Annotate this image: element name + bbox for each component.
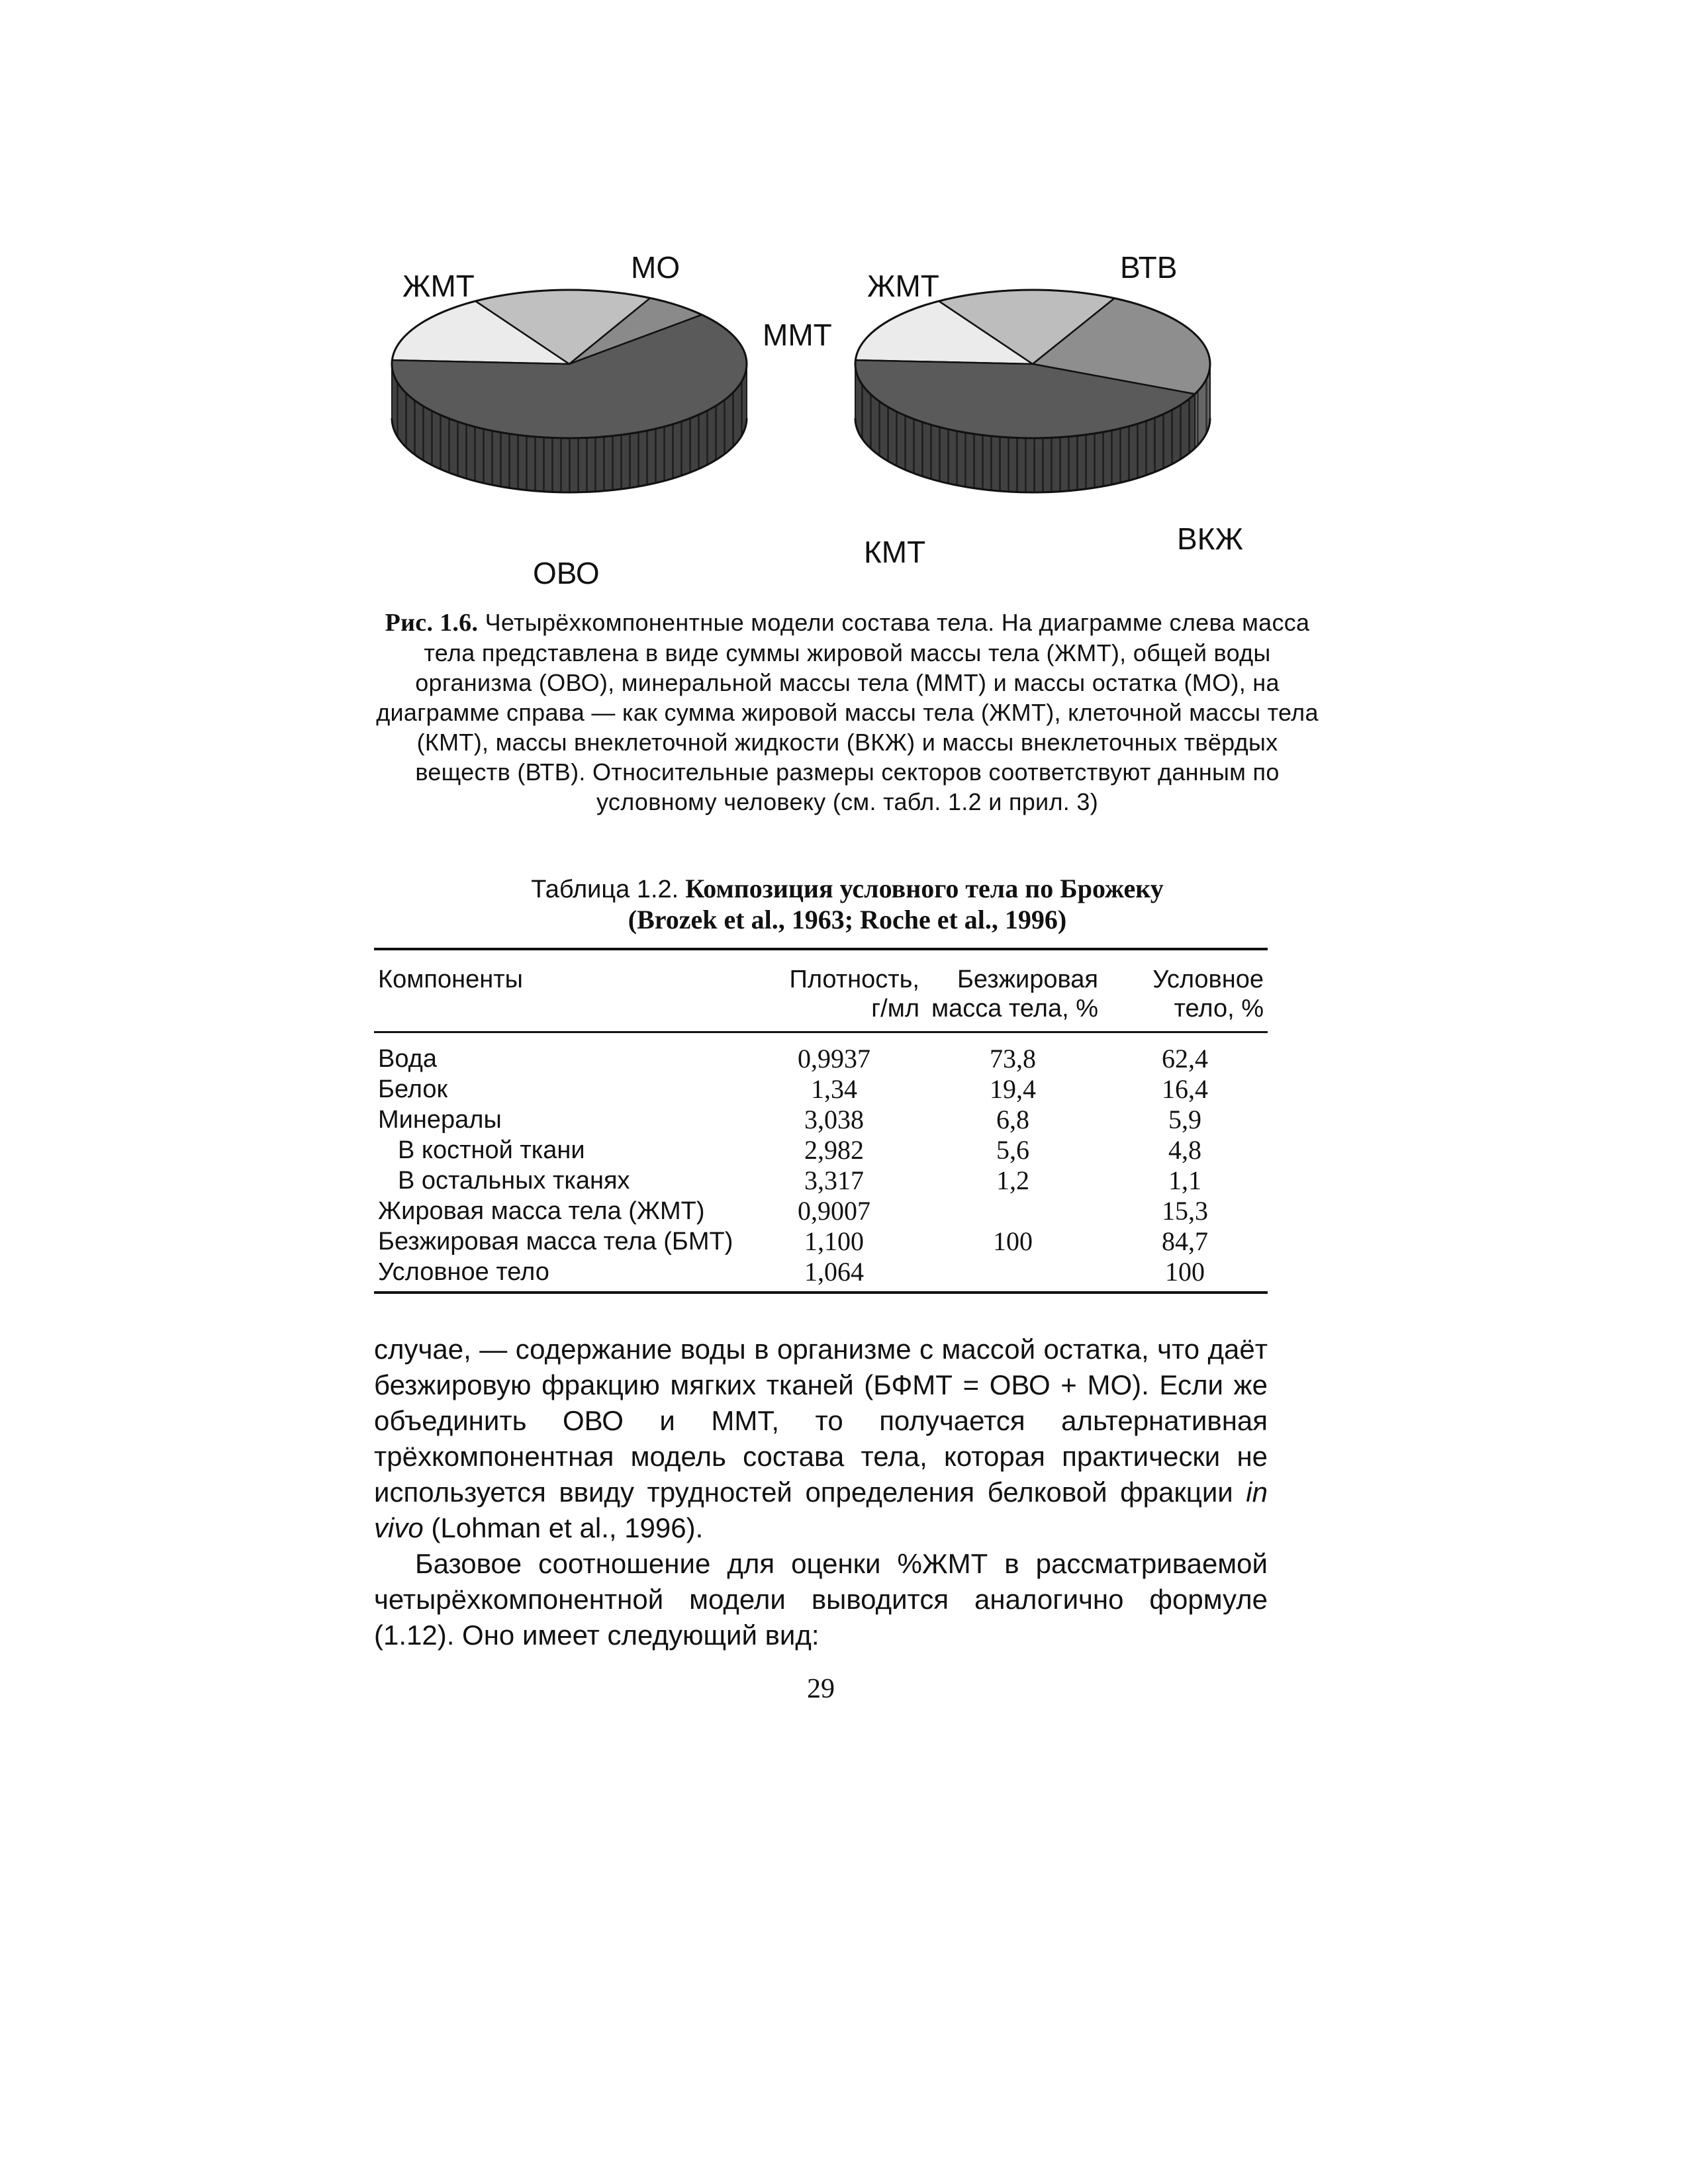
paragraph-1-italic: in vivo <box>374 1477 1268 1543</box>
figure-caption-text: Четырёхкомпонентные модели состава тела. На диаграмме слева масса тела представлена в виде суммы жировой массы тела (ЖМТ), общей воды организма (ОВО), минеральной массы тела (ММТ) и массы остатка (МО), на диаграмме справа — как сумма жировой массы тела (ЖМТ), клеточной массы тела (КМТ), массы внеклеточной жидкости (ВКЖ) и массы внеклеточных твёрдых веществ (ВТВ). Относительные размеры секторов соответствуют данным по условному человеку (см. табл. 1.2 и прил. 3) <box>376 609 1319 815</box>
cell-component: Условное тело <box>374 1257 745 1293</box>
cell-density: 2,982 <box>804 1135 864 1165</box>
cell-component: В остальных тканях <box>398 1167 630 1195</box>
table-row <box>374 1032 1268 1075</box>
pie-chart-right <box>855 290 1210 492</box>
cell-reference-body: 1,1 <box>1168 1165 1201 1195</box>
paragraph-2: Базовое соотношение для оценки %ЖМТ в рассматриваемой четырёхкомпонентной модели выводится аналогично формуле (1.12). Оно имеет следующий вид: <box>374 1548 1268 1651</box>
cell-fat-free-mass: 1,2 <box>996 1165 1029 1195</box>
composition-table <box>374 948 1268 1294</box>
table-row <box>374 1105 1268 1135</box>
cell-fat-free-mass <box>923 1196 1102 1226</box>
pie-right-label-ecs: ВТВ <box>1120 250 1178 285</box>
body-text <box>374 1332 1268 1653</box>
header-ref-line2: тело, % <box>1174 995 1264 1023</box>
cell-reference-body: 5,9 <box>1168 1105 1201 1134</box>
header-density <box>745 949 923 1032</box>
cell-fat-free-mass <box>923 1257 1102 1293</box>
header-ref-line1: Условное <box>1152 966 1264 993</box>
cell-component: Жировая масса тела (ЖМТ) <box>378 1197 705 1225</box>
header-density-line1: Плотность, <box>789 966 919 993</box>
cell-reference-body: 16,4 <box>1162 1074 1208 1104</box>
header-component <box>374 949 745 1032</box>
table-title-line1: Композиция условного тела по Брожеку <box>685 874 1164 903</box>
header-ffm-line1: Безжировая <box>957 966 1098 993</box>
cell-reference-body: 100 <box>1102 1257 1268 1293</box>
table-title <box>371 874 1324 935</box>
table-header-row <box>374 949 1268 1032</box>
cell-density: 3,317 <box>804 1165 864 1195</box>
table-row <box>374 1257 1268 1293</box>
cell-fat-free-mass: 6,8 <box>996 1105 1029 1134</box>
cell-component: Безжировая масса тела (БМТ) <box>378 1228 733 1255</box>
pie-left-label-mineral: ММТ <box>763 318 832 352</box>
cell-density: 0,9007 <box>798 1196 870 1226</box>
pie-right-label-fat: ЖМТ <box>867 269 939 303</box>
table-number: Таблица 1.2. <box>531 876 679 903</box>
cell-density: 1,34 <box>811 1074 857 1104</box>
paragraph-1-part2: (Lohman et al., 1996). <box>423 1512 704 1543</box>
table-title-line2: (Brozek et al., 1963; Roche et al., 1996) <box>628 905 1067 934</box>
cell-fat-free-mass: 5,6 <box>996 1135 1029 1165</box>
figure-1-6-pie-charts <box>371 245 1337 602</box>
cell-component: В костной ткани <box>398 1136 585 1164</box>
paragraph-1 <box>374 1332 1268 1546</box>
header-density-line2: г/мл <box>871 995 919 1023</box>
cell-component: Белок <box>378 1075 448 1103</box>
header-reference-body <box>1102 949 1268 1032</box>
table-row <box>374 1165 1268 1196</box>
cell-reference-body: 84,7 <box>1162 1226 1208 1256</box>
cell-density: 3,038 <box>804 1105 864 1134</box>
header-ffm-line2: масса тела, % <box>931 995 1098 1023</box>
pie-chart-left <box>392 290 747 492</box>
figure-number: Рис. 1.6. <box>385 609 479 637</box>
cell-reference-body: 62,4 <box>1162 1044 1208 1073</box>
figure-caption <box>371 608 1324 817</box>
table-row <box>374 1135 1268 1165</box>
pie-left-label-residual: МО <box>631 250 680 285</box>
pie-left-label-water: ОВО <box>533 556 600 590</box>
cell-density: 0,9937 <box>798 1044 870 1073</box>
pie-right-label-bcm: КМТ <box>864 535 926 569</box>
header-fat-free-mass <box>923 949 1102 1032</box>
table-row <box>374 1226 1268 1257</box>
table-row <box>374 1196 1268 1226</box>
page-number: 29 <box>807 1674 835 1704</box>
cell-reference-body: 15,3 <box>1162 1196 1208 1226</box>
cell-fat-free-mass: 100 <box>993 1226 1033 1256</box>
cell-fat-free-mass: 19,4 <box>990 1074 1036 1104</box>
paragraph-1-part1: случае, — содержание воды в организме с массой остатка, что даёт безжировую фракцию мягких тканей (БФМТ = ОВО + МО). Если же объединить ОВО и ММТ, то получается альтернативная трёхкомпонентная модель состава тела, которая практически не используется ввиду трудностей определения белковой фракции <box>374 1334 1268 1508</box>
cell-component: Минералы <box>378 1106 502 1134</box>
cell-reference-body: 4,8 <box>1168 1135 1201 1165</box>
pie-left-label-fat: ЖМТ <box>402 269 475 303</box>
table-row <box>374 1074 1268 1105</box>
cell-component: Вода <box>378 1045 437 1073</box>
header-component-text: Компоненты <box>378 966 523 993</box>
cell-density: 1,064 <box>745 1257 923 1293</box>
pie-right-label-ecf: ВКЖ <box>1177 522 1243 556</box>
cell-fat-free-mass: 73,8 <box>990 1044 1036 1073</box>
cell-density: 1,100 <box>804 1226 864 1256</box>
